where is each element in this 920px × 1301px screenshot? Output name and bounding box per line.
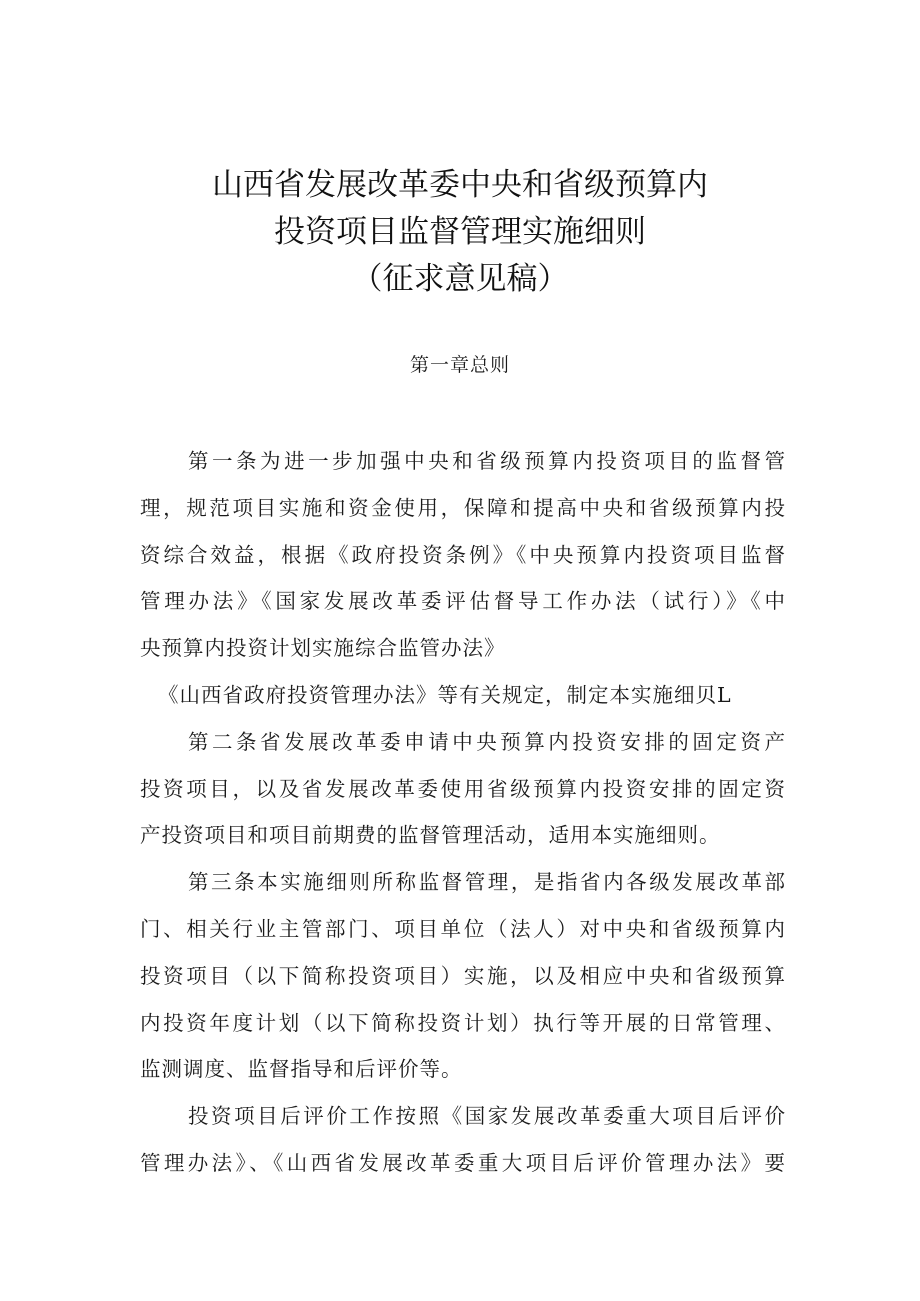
post-evaluation-line-1: 投资项目后评价工作按照《国家发展改革委重大项目后评价 bbox=[188, 1104, 785, 1129]
article-3-line-5: 监测调度、监督指导和后评价等。 bbox=[140, 1057, 463, 1082]
article-1-line-2: 理，规范项目实施和资金使用，保障和提高中央和省级预算内投 bbox=[140, 495, 785, 520]
article-1-line-3: 资综合效益，根据《政府投资条例》《中央预算内投资项目监督 bbox=[140, 542, 785, 567]
article-1-line-5: 央预算内投资计划实施综合监管办法》 bbox=[140, 636, 506, 661]
article-2-line-3: 产投资项目和项目前期费的监督管理活动，适用本实施细则。 bbox=[140, 823, 721, 848]
title-line-2: 投资项目监督管理实施细则 bbox=[274, 214, 646, 250]
article-3-line-4: 内投资年度计划（以下简称投资计划）执行等开展的日常管理、 bbox=[140, 1010, 785, 1035]
article-1-line-6: 《山西省政府投资管理办法》等有关规定，制定本实施细贝L bbox=[158, 682, 732, 707]
title-line-1: 山西省发展改革委中央和省级预算内 bbox=[212, 167, 708, 203]
article-3-line-3: 投资项目（以下简称投资项目）实施，以及相应中央和省级预算 bbox=[140, 963, 785, 988]
chapter-heading: 第一章总则 bbox=[409, 354, 510, 376]
article-2-line-1: 第二条省发展改革委申请中央预算内投资安排的固定资产 bbox=[188, 729, 785, 754]
document-body bbox=[140, 438, 785, 1187]
post-evaluation-line-2: 管理办法》、《山西省发展改革委重大项目后评价管理办法》要 bbox=[140, 1150, 785, 1175]
title-line-3: （征求意见稿） bbox=[351, 261, 569, 297]
article-2-line-2: 投资项目，以及省发展改革委使用省级预算内投资安排的固定资 bbox=[140, 776, 785, 801]
document-title bbox=[0, 162, 920, 303]
article-3-line-2: 门、相关行业主管部门、项目单位（法人）对中央和省级预算内 bbox=[140, 916, 785, 941]
article-1-line-1: 第一条为进一步加强中央和省级预算内投资项目的监督管 bbox=[188, 449, 785, 473]
article-3-line-1: 第三条本实施细则所称监督管理，是指省内各级发展改革部 bbox=[188, 870, 785, 895]
article-1-line-4: 管理办法》《国家发展改革委评估督导工作办法（试行）》《中 bbox=[140, 589, 785, 614]
